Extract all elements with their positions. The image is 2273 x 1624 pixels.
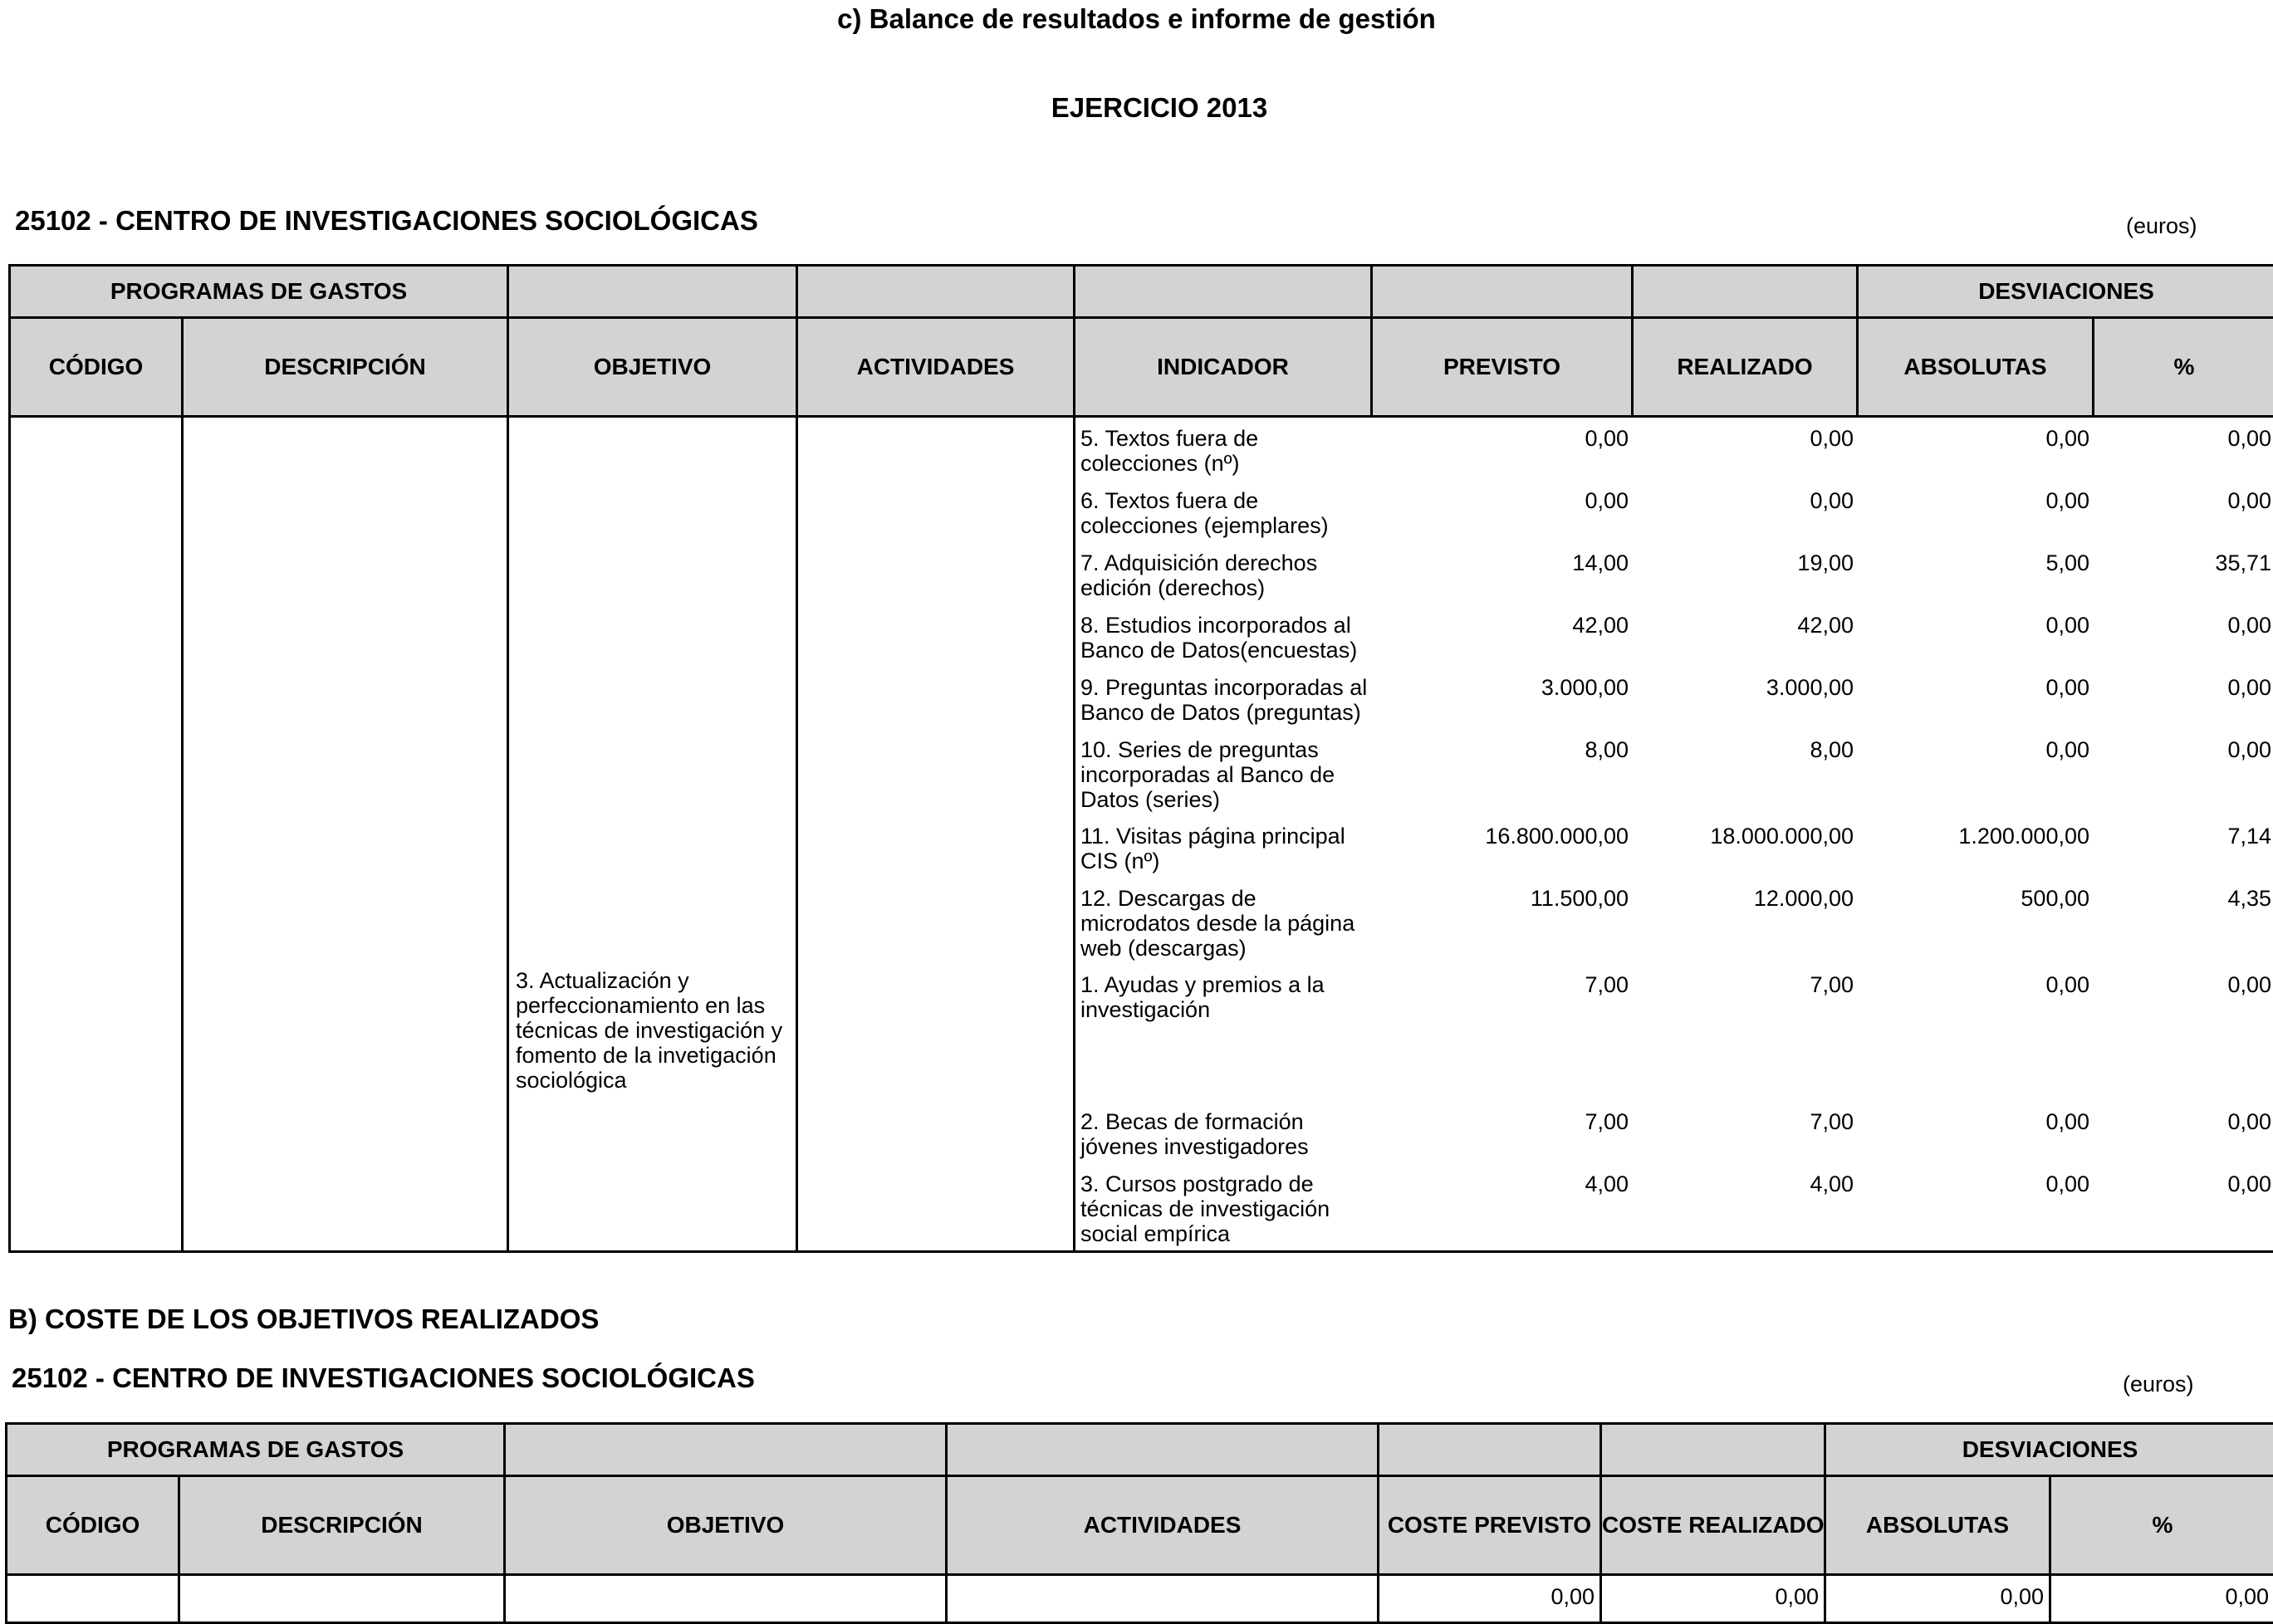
indicator-text: 5. Textos fuera de colecciones (nº) [1080,426,1259,476]
indicator-text: 9. Preguntas incorporadas al Banco de Datos (preguntas) [1080,675,1368,725]
column-header: % [2094,318,2273,417]
header-blank [1379,1424,1601,1476]
table-row [1075,878,2273,964]
absolutas-value-b: 0,00 [2000,1584,2044,1609]
pct-value: 35,71 [2215,550,2271,575]
pct-cell [2094,1101,2273,1163]
absolutas-value: 5,00 [2045,550,2089,575]
cost-table [5,1422,2273,1624]
header-blank [508,266,797,318]
column-header: ACTIVIDADES [797,318,1075,417]
realizado-cell [1634,604,1859,667]
realizado-value: 12.000,00 [1753,886,1854,911]
table-row [1075,604,2273,667]
group-header-b: PROGRAMAS DE GASTOS [7,1424,505,1476]
pct-value: 0,00 [2227,1109,2271,1134]
absolutas-cell [1859,815,2094,878]
pct-value: 7,14 [2227,824,2271,849]
column-header: INDICADOR [1075,318,1372,417]
realizado-cell [1634,964,1859,1101]
pct-cell [2094,542,2273,604]
absolutas-value: 500,00 [2021,886,2089,911]
column-header: PREVISTO [1372,318,1633,417]
realizado-value: 42,00 [1797,613,1854,638]
results-table [8,264,2273,1253]
previsto-value: 0,00 [1585,426,1629,451]
pct-cell [2094,480,2273,542]
absolutas-value: 0,00 [2045,675,2089,700]
indicator-cell [1075,604,1373,667]
indicator-cell [1075,964,1373,1101]
realizado-cell [1634,667,1859,729]
realizado-value: 19,00 [1797,550,1854,575]
column-header-b: OBJETIVO [505,1476,947,1575]
column-header-b: DESCRIPCIÓN [179,1476,505,1575]
absolutas-cell [1859,418,2094,480]
table-row [1075,480,2273,542]
units-label: (euros) [2126,213,2197,238]
previsto-cell [1373,1163,1634,1246]
coste-previsto-cell [1379,1575,1601,1623]
indicator-text: 3. Cursos postgrado de técnicas de investigación social empírica [1080,1172,1330,1246]
column-header-b: ABSOLUTAS [1825,1476,2050,1575]
absolutas-cell [1859,878,2094,964]
previsto-cell [1373,815,1634,878]
pct-value: 0,00 [2227,675,2271,700]
realizado-value: 7,00 [1810,972,1854,997]
realizado-cell [1634,418,1859,480]
indicator-rows [1075,418,2273,1246]
column-header-b: COSTE REALIZADO [1601,1476,1825,1575]
absolutas-cell [1859,604,2094,667]
indicator-text: 8. Estudios incorporados al Banco de Datos(encuestas) [1080,613,1358,663]
absolutas-value: 0,00 [2045,737,2089,762]
pct-cell [2094,418,2273,480]
pct-cell [2094,878,2273,964]
previsto-cell [1373,667,1634,729]
column-header-b: COSTE PREVISTO [1379,1476,1601,1575]
column-header-b: % [2050,1476,2273,1575]
indicator-cell [1075,1163,1373,1246]
table-row [1075,729,2273,815]
indicator-text: 10. Series de preguntas incorporadas al Banco de Datos (series) [1080,737,1335,812]
previsto-value: 7,00 [1585,972,1629,997]
codigo-cell-b [7,1575,179,1623]
pct-value: 0,00 [2227,426,2271,451]
realizado-cell [1634,878,1859,964]
pct-value: 0,00 [2227,737,2271,762]
entity-title: 25102 - CENTRO DE INVESTIGACIONES SOCIOLÓGICAS [15,205,758,236]
indicator-text: 11. Visitas página principal CIS (nº) [1080,824,1345,873]
header-blank [1075,266,1372,318]
units-label-b: (euros) [2123,1372,2194,1397]
absolutas-value: 0,00 [2045,426,2089,451]
realizado-value: 18.000.000,00 [1710,824,1854,849]
absolutas-cell [1859,667,2094,729]
indicator-block [1075,417,2273,1252]
pct-value: 0,00 [2227,1172,2271,1196]
pct-cell-b [2050,1575,2273,1623]
column-header: ABSOLUTAS [1858,318,2094,417]
pct-value-b: 0,00 [2225,1584,2270,1609]
absolutas-value: 1.200.000,00 [1958,824,2089,849]
indicator-text: 1. Ayudas y premios a la investigación [1080,972,1325,1022]
pct-value: 4,35 [2227,886,2271,911]
previsto-cell [1373,418,1634,480]
pct-value: 0,00 [2227,972,2271,997]
column-header: DESCRIPCIÓN [183,318,508,417]
indicator-text: 2. Becas de formación jóvenes investigadores [1080,1109,1309,1159]
realizado-value: 0,00 [1810,426,1854,451]
column-header: OBJETIVO [508,318,797,417]
table-row [1075,667,2273,729]
realizado-value: 7,00 [1810,1109,1854,1134]
indicator-cell [1075,1101,1373,1163]
absolutas-cell-b [1825,1575,2050,1623]
absolutas-cell [1859,480,2094,542]
pct-cell [2094,1163,2273,1246]
table-row [1075,815,2273,878]
column-header: CÓDIGO [10,318,183,417]
absolutas-value: 0,00 [2045,1109,2089,1134]
previsto-cell [1373,542,1634,604]
actividades-cell-b [947,1575,1379,1623]
table-row [1075,542,2273,604]
previsto-cell [1373,964,1634,1101]
absolutas-cell [1859,1101,2094,1163]
indicator-cell [1075,878,1373,964]
realizado-value: 8,00 [1810,737,1854,762]
actividades-cell [797,417,1075,1252]
header-blank [797,266,1075,318]
previsto-cell [1373,604,1634,667]
absolutas-cell [1859,964,2094,1101]
column-header-b: CÓDIGO [7,1476,179,1575]
table-row [1075,418,2273,480]
realizado-cell [1634,729,1859,815]
group-header: PROGRAMAS DE GASTOS [10,266,508,318]
column-header-b: ACTIVIDADES [947,1476,1379,1575]
table-row [1075,1163,2273,1246]
descripcion-cell-b [179,1575,505,1623]
realizado-value: 4,00 [1810,1172,1854,1196]
indicator-cell [1075,729,1373,815]
previsto-value: 8,00 [1585,737,1629,762]
column-header: REALIZADO [1633,318,1858,417]
realizado-cell [1634,1163,1859,1246]
realizado-cell [1634,815,1859,878]
previsto-value: 3.000,00 [1541,675,1629,700]
table-row [1075,1101,2273,1163]
absolutas-cell [1859,729,2094,815]
realizado-cell [1634,542,1859,604]
pct-value: 0,00 [2227,488,2271,513]
previsto-value: 0,00 [1585,488,1629,513]
previsto-value: 16.800.000,00 [1485,824,1629,849]
absolutas-value: 0,00 [2045,613,2089,638]
coste-realizado-value: 0,00 [1775,1584,1819,1609]
realizado-value: 3.000,00 [1766,675,1854,700]
indicator-cell [1075,418,1373,480]
previsto-value: 4,00 [1585,1172,1629,1196]
previsto-cell [1373,1101,1634,1163]
deviations-header: DESVIACIONES [1858,266,2273,318]
previsto-value: 42,00 [1572,613,1629,638]
pct-cell [2094,667,2273,729]
header-blank [947,1424,1379,1476]
absolutas-cell [1859,1163,2094,1246]
indicator-cell [1075,815,1373,878]
header-blank [1633,266,1858,318]
indicator-text: 12. Descargas de microdatos desde la página web (descargas) [1080,886,1355,961]
descripcion-cell [183,417,508,1252]
pct-cell [2094,815,2273,878]
indicator-text: 7. Adquisición derechos edición (derechos) [1080,550,1318,600]
absolutas-value: 0,00 [2045,1172,2089,1196]
pct-cell [2094,964,2273,1101]
previsto-cell [1373,729,1634,815]
objetivo-cell [508,417,797,1252]
entity-title-b: 25102 - CENTRO DE INVESTIGACIONES SOCIOLÓGICAS [12,1362,755,1393]
coste-previsto-value: 0,00 [1550,1584,1595,1609]
absolutas-value: 0,00 [2045,972,2089,997]
header-blank [1372,266,1633,318]
pct-cell [2094,729,2273,815]
deviations-header-b: DESVIACIONES [1825,1424,2273,1476]
realizado-value: 0,00 [1810,488,1854,513]
table-row [1075,964,2273,1101]
previsto-cell [1373,878,1634,964]
indicator-cell [1075,667,1373,729]
absolutas-cell [1859,542,2094,604]
realizado-cell [1634,480,1859,542]
indicator-text: 6. Textos fuera de colecciones (ejemplares) [1080,488,1329,538]
section-title: c) Balance de resultados e informe de gestión [837,3,1436,34]
exercise-title: EJERCICIO 2013 [1051,92,1268,123]
previsto-cell [1373,480,1634,542]
indicator-cell [1075,480,1373,542]
absolutas-value: 0,00 [2045,488,2089,513]
objetivo-cell-b [505,1575,947,1623]
previsto-value: 11.500,00 [1530,886,1629,911]
indicator-cell [1075,542,1373,604]
header-blank [505,1424,947,1476]
realizado-cell [1634,1101,1859,1163]
previsto-value: 7,00 [1585,1109,1629,1134]
header-blank [1601,1424,1825,1476]
section-b-title: B) COSTE DE LOS OBJETIVOS REALIZADOS [8,1304,600,1334]
codigo-cell [10,417,183,1252]
pct-cell [2094,604,2273,667]
objective-text: 3. Actualización y perfeccionamiento en las técnicas de investigación y fomento de la invetigación sociológica [516,968,783,1093]
pct-value: 0,00 [2227,613,2271,638]
previsto-value: 14,00 [1572,550,1629,575]
coste-realizado-cell [1601,1575,1825,1623]
